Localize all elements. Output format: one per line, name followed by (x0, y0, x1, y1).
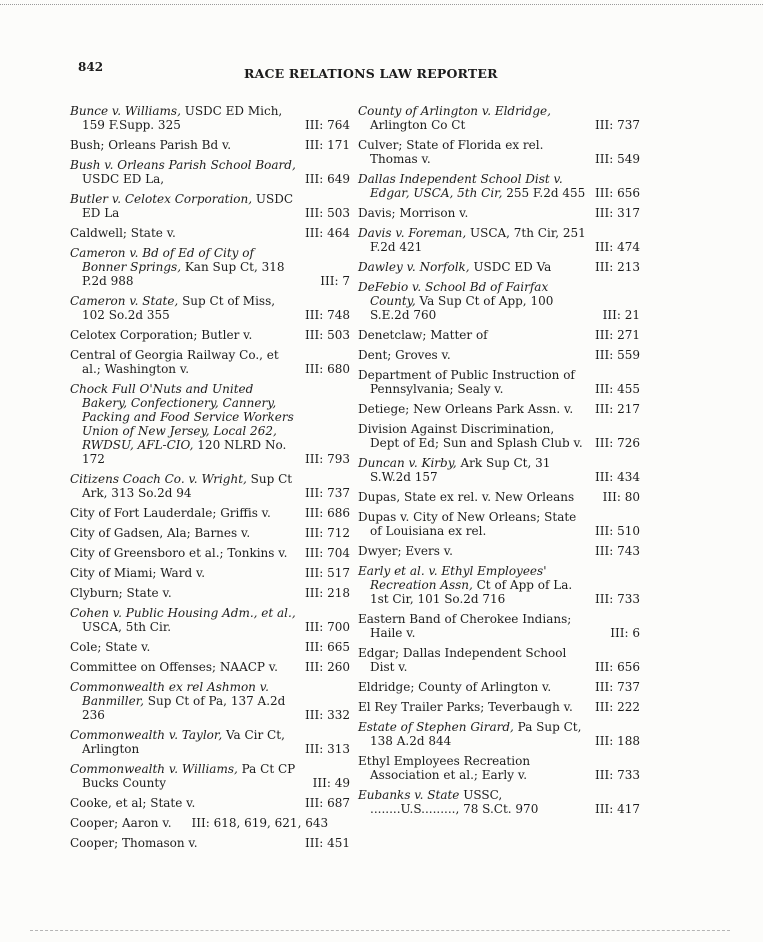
entry-text: Caldwell; State v. (70, 226, 176, 240)
entry-text: USDC ED La, (82, 172, 165, 186)
volume-page-ref: III: 700 (305, 620, 350, 634)
volume-page-ref: III: 6 (610, 626, 640, 640)
volume-page-ref: III: 451 (305, 836, 350, 850)
volume-page-ref: III: 80 (602, 490, 640, 504)
scan-edge-dotted-line (0, 4, 763, 5)
case-name: Commonwealth v. Taylor, (70, 728, 223, 742)
index-entry (358, 280, 642, 322)
volume-page-ref: III: 332 (305, 708, 350, 722)
index-entry (70, 606, 352, 634)
index-entry (70, 728, 352, 756)
index-entry (358, 510, 642, 538)
volume-page-ref: III: 649 (305, 172, 350, 186)
index-entry (358, 564, 642, 606)
volume-page-ref: III: 260 (305, 660, 350, 674)
volume-page-ref: III: 474 (595, 240, 640, 254)
case-name: DeFebio v. School Bd of Fairfax County, (358, 280, 549, 308)
case-name: Dawley v. Norfolk, (358, 260, 470, 274)
case-name: Bunce v. Williams, (70, 104, 181, 118)
case-name: Duncan v. Kirby, (358, 456, 457, 470)
index-entry (70, 192, 352, 220)
volume-page-ref: III: 737 (595, 680, 640, 694)
volume-page-ref: III: 218 (305, 586, 350, 600)
case-name: Davis v. Foreman, (358, 226, 467, 240)
volume-page-ref: III: 510 (595, 524, 640, 538)
case-name: Estate of Stephen Girard, (358, 720, 514, 734)
entry-text: Kan Sup Ct, 318 P.2d 988 (82, 260, 285, 288)
volume-page-ref: III: 464 (305, 226, 350, 240)
volume-page-ref: III: 21 (602, 308, 640, 322)
entry-text: Va Cir Ct, Arlington (82, 728, 285, 756)
entry-text: City of Greensboro et al.; Tonkins v. (70, 546, 288, 560)
volume-page-ref: III: 764 (305, 118, 350, 132)
volume-page-ref: III: 748 (305, 308, 350, 322)
index-entry (358, 260, 642, 274)
volume-page-ref: III: 317 (595, 206, 640, 220)
index-entry (358, 720, 642, 748)
index-entry (70, 546, 352, 560)
volume-page-ref: III: 549 (595, 152, 640, 166)
case-name: Butler v. Celotex Corporation, (70, 192, 253, 206)
volume-page-ref: III: 49 (312, 776, 350, 790)
index-entry (70, 138, 352, 152)
volume-page-ref: III: 213 (595, 260, 640, 274)
index-entry (358, 368, 642, 396)
volume-page-ref: III: 726 (595, 436, 640, 450)
index-entry (358, 680, 642, 694)
entry-text: Edgar; Dallas Independent School Dist v. (358, 646, 567, 674)
index-column-left (70, 104, 352, 856)
case-name: Commonwealth ex rel Ashmon v. Banmiller, (70, 680, 269, 708)
entry-text: City of Gadsen, Ala; Barnes v. (70, 526, 251, 540)
entry-text: 255 F.2d 455 (502, 186, 586, 200)
index-entry (70, 158, 352, 186)
case-name: Chock Full O'Nuts and United Bakery, Confectionery, Cannery, Packing and Food Service Workers Union of New Jersey, Local 262, RWDSU, AFL-CIO, (70, 382, 294, 452)
entry-text: Davis; Morrison v. (358, 206, 469, 220)
entry-text: Dent; Groves v. (358, 348, 451, 362)
volume-page-ref: III: 687 (305, 796, 350, 810)
index-entry (358, 754, 642, 782)
entry-text: Sup Ct of Miss, 102 So.2d 355 (82, 294, 276, 322)
entry-text: USSC, ........U.S........., 78 S.Ct. 970 (370, 788, 539, 816)
volume-page-ref: III: 455 (595, 382, 640, 396)
volume-page-ref: III: 733 (595, 768, 640, 782)
index-entry (70, 382, 352, 466)
index-entry (70, 680, 352, 722)
entry-text: Denetclaw; Matter of (358, 328, 488, 342)
volume-page-ref: III: 217 (595, 402, 640, 416)
index-entry (358, 544, 642, 558)
volume-page-ref: III: 434 (595, 470, 640, 484)
volume-page-ref: III: 743 (595, 544, 640, 558)
entry-text: Ct of App of La. 1st Cir, 101 So.2d 716 (370, 578, 573, 606)
index-entry (70, 816, 352, 830)
volume-page-ref: III: 417 (595, 802, 640, 816)
volume-page-ref: III: 188 (595, 734, 640, 748)
volume-page-ref: III: 680 (305, 362, 350, 376)
index-entry (358, 422, 642, 450)
entry-text: Clyburn; State v. (70, 586, 172, 600)
case-name: Dallas Independent School Dist v. Edgar, USCA, 5th Cir, (358, 172, 563, 200)
entry-text: Committee on Offenses; NAACP v. (70, 660, 278, 674)
volume-page-ref: III: 559 (595, 348, 640, 362)
entry-text: Pa Ct CP Bucks County (82, 762, 296, 790)
entry-text: City of Miami; Ward v. (70, 566, 206, 580)
volume-page-ref: III: 656 (595, 186, 640, 200)
index-entry (70, 506, 352, 520)
index-entry (70, 472, 352, 500)
volume-page-ref: III: 704 (305, 546, 350, 560)
volume-page-ref: III: 737 (305, 486, 350, 500)
index-entry (358, 490, 642, 504)
volume-page-ref: III: 618, 619, 621, 643 (191, 816, 329, 830)
volume-page-ref: III: 503 (305, 328, 350, 342)
entry-text: Ethyl Employees Recreation Association et al.; Early v. (358, 754, 531, 782)
index-entry (358, 138, 642, 166)
entry-text: USDC ED Mich, 159 F.Supp. 325 (82, 104, 283, 132)
index-entry (358, 348, 642, 362)
volume-page-ref: III: 737 (595, 118, 640, 132)
entry-text: USCA, 7th Cir, 251 F.2d 421 (370, 226, 586, 254)
entry-text: 120 NLRD No. 172 (82, 438, 287, 466)
index-entry (358, 226, 642, 254)
volume-page-ref: III: 712 (305, 526, 350, 540)
entry-text: Department of Public Instruction of Pennsylvania; Sealy v. (358, 368, 575, 396)
index-entry (358, 328, 642, 342)
volume-page-ref: III: 517 (305, 566, 350, 580)
volume-page-ref: III: 271 (595, 328, 640, 342)
entry-text: Pa Sup Ct, 138 A.2d 844 (370, 720, 582, 748)
index-entry (70, 328, 352, 342)
index-column-right (358, 104, 642, 822)
index-entry (358, 402, 642, 416)
index-entry (358, 788, 642, 816)
running-head: RACE RELATIONS LAW REPORTER (244, 66, 498, 81)
index-entry (358, 104, 642, 132)
index-entry (70, 526, 352, 540)
case-name: Cameron v. State, (70, 294, 179, 308)
entry-text: Dwyer; Evers v. (358, 544, 453, 558)
volume-page-ref: III: 222 (595, 700, 640, 714)
entry-text: Sup Ct of Pa, 137 A.2d 236 (82, 694, 286, 722)
index-entry (358, 172, 642, 200)
volume-page-ref: III: 733 (595, 592, 640, 606)
index-entry (358, 206, 642, 220)
entry-text: Eastern Band of Cherokee Indians; Haile v. (358, 612, 572, 640)
index-entry (70, 226, 352, 240)
volume-page-ref: III: 793 (305, 452, 350, 466)
entry-text: Central of Georgia Railway Co., et al.; Washington v. (70, 348, 279, 376)
case-name: County of Arlington v. Eldridge, (358, 104, 551, 118)
volume-page-ref: III: 313 (305, 742, 350, 756)
index-entry (70, 762, 352, 790)
volume-page-ref: III: 686 (305, 506, 350, 520)
entry-text: Cooper; Aaron v. (70, 816, 172, 830)
entry-text: Detiege; New Orleans Park Assn. v. (358, 402, 574, 416)
case-name: Cameron v. Bd of Ed of City of Bonner Springs, (70, 246, 254, 274)
volume-page-ref: III: 171 (305, 138, 350, 152)
case-name: Citizens Coach Co. v. Wright, (70, 472, 247, 486)
entry-text: Eldridge; County of Arlington v. (358, 680, 552, 694)
case-name: Eubanks v. State (358, 788, 460, 802)
entry-text: Sup Ct Ark, 313 So.2d 94 (82, 472, 293, 500)
index-entry (70, 104, 352, 132)
case-name: Commonwealth v. Williams, (70, 762, 238, 776)
volume-page-ref: III: 656 (595, 660, 640, 674)
entry-text: Cole; State v. (70, 640, 151, 654)
entry-text: USDC ED La (82, 192, 294, 220)
case-name: Cohen v. Public Housing Adm., et al., (70, 606, 296, 620)
entry-text: Dupas v. City of New Orleans; State of Louisiana ex rel. (358, 510, 577, 538)
entry-text: Celotex Corporation; Butler v. (70, 328, 253, 342)
entry-text: City of Fort Lauderdale; Griffis v. (70, 506, 271, 520)
scan-edge-bottom-line (30, 930, 730, 931)
entry-text: Division Against Discrimination, Dept of Ed; Sun and Splash Club v. (358, 422, 583, 450)
entry-text: Cooke, et al; State v. (70, 796, 196, 810)
volume-page-ref: III: 7 (320, 274, 350, 288)
entry-text: Bush; Orleans Parish Bd v. (70, 138, 232, 152)
index-entry (70, 640, 352, 654)
entry-text: Dupas, State ex rel. v. New Orleans (358, 490, 575, 504)
entry-text: USDC ED Va (469, 260, 552, 274)
index-entry (70, 566, 352, 580)
index-entry (358, 456, 642, 484)
index-entry (358, 646, 642, 674)
index-entry (70, 796, 352, 810)
index-entry (358, 700, 642, 714)
page-number: 842 (78, 60, 104, 74)
case-name: Bush v. Orleans Parish School Board, (70, 158, 296, 172)
entry-text: Va Sup Ct of App, 100 S.E.2d 760 (370, 294, 554, 322)
entry-text: Culver; State of Florida ex rel. Thomas v. (358, 138, 544, 166)
entry-text: Ark Sup Ct, 31 S.W.2d 157 (370, 456, 551, 484)
entry-text: El Rey Trailer Parks; Teverbaugh v. (358, 700, 573, 714)
entry-text: Cooper; Thomason v. (70, 836, 198, 850)
case-name: Early et al. v. Ethyl Employees' Recreation Assn, (358, 564, 547, 592)
index-entry (70, 660, 352, 674)
entry-text: Arlington Co Ct (370, 118, 466, 132)
index-entry (70, 586, 352, 600)
entry-text: USCA, 5th Cir. (82, 620, 172, 634)
volume-page-ref: III: 665 (305, 640, 350, 654)
index-entry (70, 348, 352, 376)
index-entry (70, 246, 352, 288)
index-entry (70, 294, 352, 322)
index-entry (70, 836, 352, 850)
index-entry (358, 612, 642, 640)
volume-page-ref: III: 503 (305, 206, 350, 220)
